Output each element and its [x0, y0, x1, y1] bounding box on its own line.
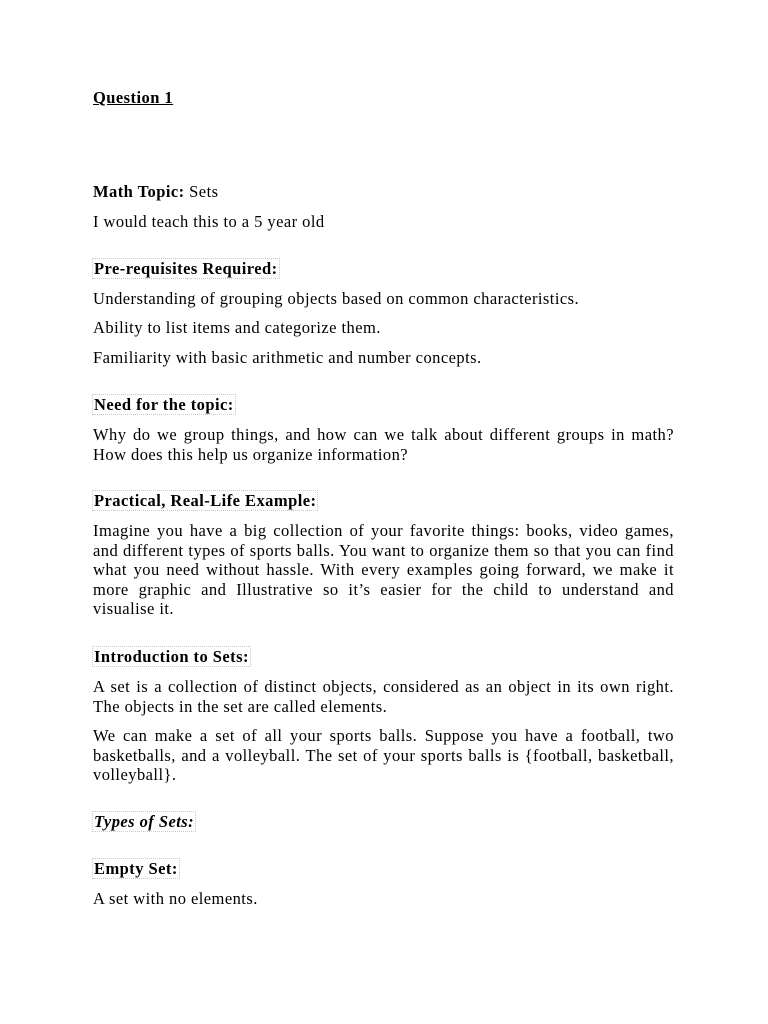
empty-set-heading: Empty Set:: [94, 859, 178, 878]
math-topic-label: Math Topic:: [93, 182, 185, 201]
math-topic-line: [93, 182, 218, 202]
prerequisite-item: Ability to list items and categorize them.: [93, 318, 381, 337]
section-heading-types: [93, 812, 196, 832]
introduction-paragraph: A set is a collection of distinct objects, considered as an object in its own right. The objects in the set are called elements.: [93, 677, 674, 716]
need-paragraph: Why do we group things, and how can we talk about different groups in math? How does this help us organize information?: [93, 425, 674, 464]
prerequisite-item: Understanding of grouping objects based on common characteristics.: [93, 289, 580, 308]
section-heading-empty-set: [93, 859, 180, 879]
section-heading-introduction: [93, 647, 251, 667]
introduction-heading: Introduction to Sets:: [94, 647, 249, 666]
prerequisites-heading: Pre-requisites Required:: [94, 259, 278, 278]
empty-set-definition: A set with no elements.: [93, 889, 258, 908]
section-heading-prerequisites: [93, 259, 280, 279]
prerequisite-item: Familiarity with basic arithmetic and number concepts.: [93, 348, 482, 367]
example-heading: Practical, Real-Life Example:: [94, 491, 317, 510]
section-heading-need: [93, 395, 236, 415]
section-heading-example: [93, 491, 318, 511]
question-title: Question 1: [93, 88, 174, 107]
audience-text: I would teach this to a 5 year old: [93, 212, 325, 231]
math-topic-value: Sets: [189, 182, 219, 201]
example-paragraph: Imagine you have a big collection of your favorite things: books, video games, and different types of sports balls. You want to organize them so that you can find what you need without hassle. With every examples going forward, we make it more graphic and Illustrative so it’s easier for the child to understand and visualise it.: [93, 521, 674, 618]
need-heading: Need for the topic:: [94, 395, 234, 414]
types-heading: Types of Sets:: [94, 812, 195, 831]
introduction-paragraph: We can make a set of all your sports balls. Suppose you have a football, two basketballs, and a volleyball. The set of your sports balls is {football, basketball, volleyball}.: [93, 726, 674, 784]
